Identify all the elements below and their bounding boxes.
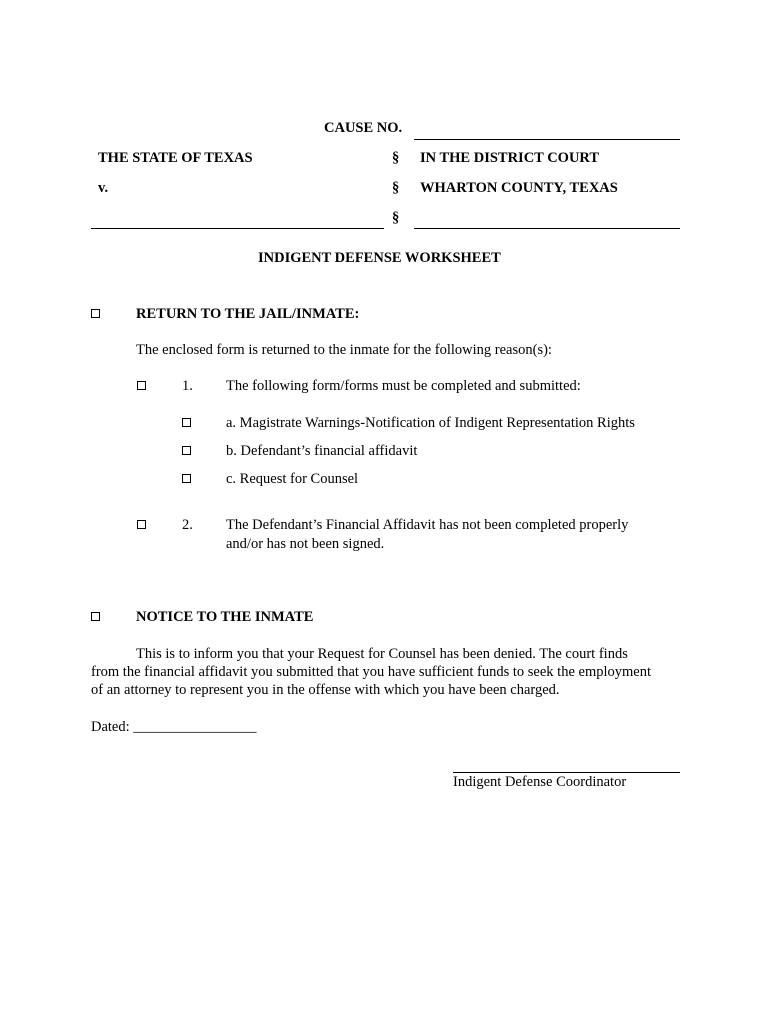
dated-field[interactable]: Dated: _________________ xyxy=(91,719,257,735)
reason-1-number: 1. xyxy=(182,378,193,394)
subitem-a-text: a. Magistrate Warnings-Notification of Indigent Representation Rights xyxy=(226,415,635,431)
subitem-c-text: c. Request for Counsel xyxy=(226,471,359,487)
section-symbol: § xyxy=(392,180,400,196)
reason-1-checkbox[interactable] xyxy=(137,381,146,390)
subitem-a-checkbox[interactable] xyxy=(182,418,191,427)
court-name: IN THE DISTRICT COURT xyxy=(420,150,600,166)
subitem-b-text: b. Defendant’s financial affidavit xyxy=(226,443,418,459)
notice-section-heading: NOTICE TO THE INMATE xyxy=(136,609,314,625)
reason-2-number: 2. xyxy=(182,517,193,533)
notice-checkbox[interactable] xyxy=(91,612,100,621)
return-intro-text: The enclosed form is returned to the inmate for the following reason(s): xyxy=(136,342,552,358)
subitem-b-checkbox[interactable] xyxy=(182,446,191,455)
section-symbol: § xyxy=(392,210,400,226)
reason-2-text-line1: The Defendant’s Financial Affidavit has not been completed properly xyxy=(226,517,629,533)
court-number-field[interactable] xyxy=(414,228,680,229)
return-section-heading: RETURN TO THE JAIL/INMATE: xyxy=(136,306,360,322)
reason-2-checkbox[interactable] xyxy=(137,520,146,529)
cause-number-label: CAUSE NO. xyxy=(324,120,403,136)
document-title: INDIGENT DEFENSE WORKSHEET xyxy=(258,250,501,266)
notice-text-line3: of an attorney to represent you in the offense with which you have been charged. xyxy=(91,682,560,698)
notice-text-line1: This is to inform you that your Request for Counsel has been denied. The court finds xyxy=(136,646,628,662)
defendant-name-field[interactable] xyxy=(91,228,384,229)
signature-label: Indigent Defense Coordinator xyxy=(453,774,627,790)
subitem-c-checkbox[interactable] xyxy=(182,474,191,483)
notice-text-line2: from the financial affidavit you submitted that you have sufficient funds to seek the employment xyxy=(91,664,651,680)
reason-1-text: The following form/forms must be completed and submitted: xyxy=(226,378,581,394)
signature-line[interactable] xyxy=(453,772,680,773)
section-symbol: § xyxy=(392,150,400,166)
versus-label: v. xyxy=(98,180,109,196)
return-to-jail-checkbox[interactable] xyxy=(91,309,100,318)
plaintiff-name: THE STATE OF TEXAS xyxy=(98,150,253,166)
county-name: WHARTON COUNTY, TEXAS xyxy=(420,180,618,196)
cause-number-field[interactable] xyxy=(414,139,680,140)
reason-2-text-line2: and/or has not been signed. xyxy=(226,536,385,552)
